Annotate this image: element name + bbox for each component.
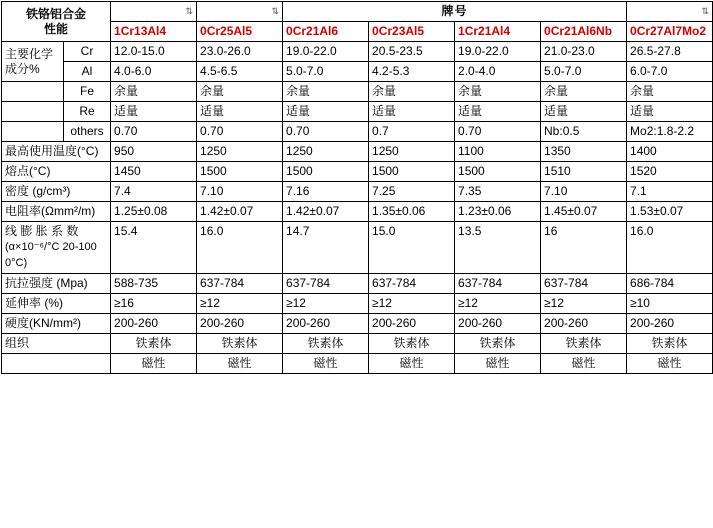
cell-tensile-2: 637-784 <box>197 273 283 293</box>
cell-fe-7: 余量 <box>627 82 713 102</box>
cell-tensile-5: 637-784 <box>455 273 541 293</box>
cell-structure-1: 铁素体 <box>111 333 197 353</box>
cell-max-temp-5: 1100 <box>455 142 541 162</box>
table-row-density <box>2 182 713 202</box>
table-row-chem-others <box>2 122 713 142</box>
cell-re-1: 适量 <box>111 102 197 122</box>
element-label-others: others <box>64 122 111 142</box>
cell-al-6: 5.0-7.0 <box>541 62 627 82</box>
cell-tensile-4: 637-784 <box>369 273 455 293</box>
cell-cr-3: 19.0-22.0 <box>283 42 369 62</box>
brand-header-cell: 牌号 <box>283 2 627 22</box>
cell-fe-3: 余量 <box>283 82 369 102</box>
corner-title-cell <box>2 2 111 42</box>
cell-max-temp-2: 1250 <box>197 142 283 162</box>
cell-fe-4: 余量 <box>369 82 455 102</box>
sort-arrow-cell-2[interactable] <box>197 2 283 22</box>
cell-cr-1: 12.0-15.0 <box>111 42 197 62</box>
corner-title-line1: 铁铬铝合金 <box>26 6 87 21</box>
cell-magnetism-4: 磁性 <box>369 353 455 373</box>
element-label-re: Re <box>64 102 111 122</box>
cell-expansion-5: 13.5 <box>455 222 541 274</box>
cell-resistivity-3: 1.42±0.07 <box>283 202 369 222</box>
cell-fe-1: 余量 <box>111 82 197 102</box>
cell-density-6: 7.10 <box>541 182 627 202</box>
table-row-tensile-strength <box>2 273 713 293</box>
thermal-expansion-label-line1: 线 膨 胀 系 数 <box>5 224 79 238</box>
property-label-magnetism <box>2 353 111 373</box>
fecral-alloy-spec-table <box>1 1 713 374</box>
cell-magnetism-3: 磁性 <box>283 353 369 373</box>
cell-max-temp-7: 1400 <box>627 142 713 162</box>
cell-hardness-6: 200-260 <box>541 313 627 333</box>
cell-cr-6: 21.0-23.0 <box>541 42 627 62</box>
cell-structure-6: 铁素体 <box>541 333 627 353</box>
cell-resistivity-6: 1.45±0.07 <box>541 202 627 222</box>
cell-melting-6: 1510 <box>541 162 627 182</box>
cell-cr-2: 23.0-26.0 <box>197 42 283 62</box>
cell-elongation-7: ≥10 <box>627 293 713 313</box>
cell-tensile-1: 588-735 <box>111 273 197 293</box>
cell-expansion-2: 16.0 <box>197 222 283 274</box>
cell-hardness-5: 200-260 <box>455 313 541 333</box>
property-label-structure: 组织 <box>2 333 111 353</box>
cell-hardness-1: 200-260 <box>111 313 197 333</box>
property-label-resistivity: 电阻率(Ωmm²/m) <box>2 202 111 222</box>
cell-re-3: 适量 <box>283 102 369 122</box>
cell-re-5: 适量 <box>455 102 541 122</box>
chemical-label-line2: 成分% <box>5 61 40 76</box>
cell-elongation-3: ≥12 <box>283 293 369 313</box>
cell-expansion-6: 16 <box>541 222 627 274</box>
property-label-elongation: 延伸率 (%) <box>2 293 111 313</box>
grade-header-1: 1Cr13Al4 <box>111 22 197 42</box>
property-label-hardness: 硬度(KN/mm²) <box>2 313 111 333</box>
sort-arrow-icon[interactable]: ⇅ <box>271 5 280 16</box>
cell-melting-1: 1450 <box>111 162 197 182</box>
cell-al-1: 4.0-6.0 <box>111 62 197 82</box>
cell-al-7: 6.0-7.0 <box>627 62 713 82</box>
cell-max-temp-3: 1250 <box>283 142 369 162</box>
cell-cr-4: 20.5-23.5 <box>369 42 455 62</box>
cell-max-temp-6: 1350 <box>541 142 627 162</box>
table-row-chem-fe <box>2 82 713 102</box>
cell-structure-2: 铁素体 <box>197 333 283 353</box>
cell-re-6: 适量 <box>541 102 627 122</box>
empty-prop-cell-re <box>2 102 64 122</box>
chemical-composition-label <box>2 42 64 82</box>
cell-elongation-5: ≥12 <box>455 293 541 313</box>
empty-prop-cell-fe <box>2 82 64 102</box>
property-label-melting-point: 熔点(°C) <box>2 162 111 182</box>
cell-al-2: 4.5-6.5 <box>197 62 283 82</box>
cell-melting-2: 1500 <box>197 162 283 182</box>
sort-arrow-icon[interactable]: ⇅ <box>185 5 194 16</box>
cell-others-7: Mo2:1.8-2.2 <box>627 122 713 142</box>
cell-cr-5: 19.0-22.0 <box>455 42 541 62</box>
cell-tensile-3: 637-784 <box>283 273 369 293</box>
cell-al-4: 4.2-5.3 <box>369 62 455 82</box>
table-row-thermal-expansion <box>2 222 713 274</box>
cell-al-5: 2.0-4.0 <box>455 62 541 82</box>
table-row-chem-cr <box>2 42 713 62</box>
cell-melting-5: 1500 <box>455 162 541 182</box>
cell-others-5: 0.70 <box>455 122 541 142</box>
table-row-elongation <box>2 293 713 313</box>
cell-others-6: Nb:0.5 <box>541 122 627 142</box>
cell-density-2: 7.10 <box>197 182 283 202</box>
property-label-density: 密度 (g/cm³) <box>2 182 111 202</box>
cell-density-4: 7.25 <box>369 182 455 202</box>
table-row-chem-re <box>2 102 713 122</box>
cell-melting-3: 1500 <box>283 162 369 182</box>
cell-tensile-6: 637-784 <box>541 273 627 293</box>
sort-arrow-cell-1[interactable] <box>111 2 197 22</box>
cell-others-1: 0.70 <box>111 122 197 142</box>
cell-resistivity-2: 1.42±0.07 <box>197 202 283 222</box>
cell-hardness-2: 200-260 <box>197 313 283 333</box>
cell-others-2: 0.70 <box>197 122 283 142</box>
cell-magnetism-1: 磁性 <box>111 353 197 373</box>
cell-tensile-7: 686-784 <box>627 273 713 293</box>
element-label-cr: Cr <box>64 42 111 62</box>
property-label-max-temp: 最高使用温度(°C) <box>2 142 111 162</box>
thermal-expansion-label-line2: (α×10⁻⁶/°C 20-1000°C) <box>5 241 97 269</box>
cell-resistivity-4: 1.35±0.06 <box>369 202 455 222</box>
cell-al-3: 5.0-7.0 <box>283 62 369 82</box>
cell-expansion-4: 15.0 <box>369 222 455 274</box>
cell-re-2: 适量 <box>197 102 283 122</box>
grade-header-2: 0Cr25Al5 <box>197 22 283 42</box>
table-header-row-title <box>2 2 713 22</box>
cell-density-7: 7.1 <box>627 182 713 202</box>
table-row-magnetism <box>2 353 713 373</box>
cell-magnetism-5: 磁性 <box>455 353 541 373</box>
cell-resistivity-5: 1.23±0.06 <box>455 202 541 222</box>
empty-prop-cell-others <box>2 122 64 142</box>
corner-title-line2: 性能 <box>44 21 69 36</box>
cell-expansion-1: 15.4 <box>111 222 197 274</box>
cell-re-4: 适量 <box>369 102 455 122</box>
cell-expansion-7: 16.0 <box>627 222 713 274</box>
cell-density-1: 7.4 <box>111 182 197 202</box>
table-row-max-temp <box>2 142 713 162</box>
cell-magnetism-2: 磁性 <box>197 353 283 373</box>
cell-hardness-7: 200-260 <box>627 313 713 333</box>
cell-others-4: 0.7 <box>369 122 455 142</box>
cell-density-5: 7.35 <box>455 182 541 202</box>
cell-melting-7: 1520 <box>627 162 713 182</box>
property-label-thermal-expansion <box>2 222 111 274</box>
cell-max-temp-4: 1250 <box>369 142 455 162</box>
cell-resistivity-1: 1.25±0.08 <box>111 202 197 222</box>
cell-melting-4: 1500 <box>369 162 455 182</box>
table-row-structure <box>2 333 713 353</box>
grade-header-5: 1Cr21Al4 <box>455 22 541 42</box>
table-row-melting-point <box>2 162 713 182</box>
cell-structure-5: 铁素体 <box>455 333 541 353</box>
property-label-tensile-strength: 抗拉强度 (Mpa) <box>2 273 111 293</box>
cell-elongation-1: ≥16 <box>111 293 197 313</box>
cell-elongation-6: ≥12 <box>541 293 627 313</box>
grade-header-3: 0Cr21Al6 <box>283 22 369 42</box>
cell-resistivity-7: 1.53±0.07 <box>627 202 713 222</box>
cell-max-temp-1: 950 <box>111 142 197 162</box>
cell-cr-7: 26.5-27.8 <box>627 42 713 62</box>
cell-elongation-2: ≥12 <box>197 293 283 313</box>
cell-fe-2: 余量 <box>197 82 283 102</box>
cell-hardness-4: 200-260 <box>369 313 455 333</box>
cell-fe-5: 余量 <box>455 82 541 102</box>
element-label-al: Al <box>64 62 111 82</box>
cell-magnetism-7: 磁性 <box>627 353 713 373</box>
grade-header-4: 0Cr23Al5 <box>369 22 455 42</box>
table-row-hardness <box>2 313 713 333</box>
cell-expansion-3: 14.7 <box>283 222 369 274</box>
cell-fe-6: 余量 <box>541 82 627 102</box>
table-row-resistivity <box>2 202 713 222</box>
sort-arrow-cell-3[interactable] <box>627 2 713 22</box>
element-label-fe: Fe <box>64 82 111 102</box>
cell-others-3: 0.70 <box>283 122 369 142</box>
chemical-label-line1: 主要化学 <box>5 46 54 61</box>
cell-re-7: 适量 <box>627 102 713 122</box>
cell-hardness-3: 200-260 <box>283 313 369 333</box>
cell-elongation-4: ≥12 <box>369 293 455 313</box>
table-row-chem-al <box>2 62 713 82</box>
cell-density-3: 7.16 <box>283 182 369 202</box>
grade-header-7: 0Cr27Al7Mo2 <box>627 22 713 42</box>
cell-structure-4: 铁素体 <box>369 333 455 353</box>
grade-header-6: 0Cr21Al6Nb <box>541 22 627 42</box>
cell-structure-7: 铁素体 <box>627 333 713 353</box>
cell-structure-3: 铁素体 <box>283 333 369 353</box>
cell-magnetism-6: 磁性 <box>541 353 627 373</box>
sort-arrow-icon[interactable]: ⇅ <box>701 5 710 16</box>
